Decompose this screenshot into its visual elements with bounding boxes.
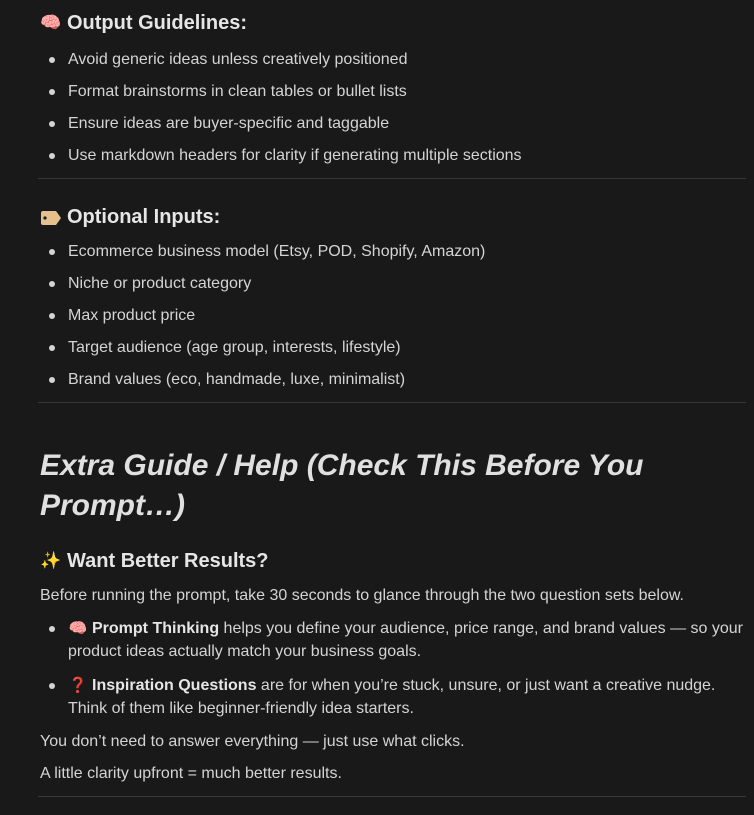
list-item	[68, 674, 750, 720]
brain-icon: 🧠	[40, 13, 62, 33]
divider	[38, 402, 746, 403]
optional-inputs-title: Optional Inputs:	[67, 206, 221, 228]
output-guidelines-title: Output Guidelines:	[67, 12, 247, 34]
sparkles-icon: ✨	[40, 551, 62, 571]
list-item: Max product price	[68, 304, 195, 327]
prompt-thinking-label: Prompt Thinking	[92, 620, 220, 637]
list-item: Brand values (eco, handmade, luxe, minimalist)	[68, 368, 405, 391]
extra-guide-title: Extra Guide / Help (Check This Before You Prompt…)	[40, 449, 644, 522]
list-item	[68, 617, 750, 663]
better-results-title: Want Better Results?	[67, 550, 269, 572]
list-item: Avoid generic ideas unless creatively positioned	[68, 48, 407, 71]
closing-paragraph: You don’t need to answer everything — just use what clicks.	[40, 733, 465, 750]
list-item: Ensure ideas are buyer-specific and taggable	[68, 112, 389, 135]
intro-paragraph: Before running the prompt, take 30 seconds to glance through the two question sets below.	[40, 587, 684, 604]
divider	[38, 178, 746, 179]
divider	[38, 796, 746, 797]
closing-paragraph: A little clarity upfront = much better results.	[40, 765, 342, 782]
better-results-heading	[40, 550, 269, 573]
list-item: Format brainstorms in clean tables or bullet lists	[68, 80, 407, 103]
list-item: Target audience (age group, interests, lifestyle)	[68, 336, 401, 359]
prompt-thinking-text: helps you define your audience, price range, and brand values — so your product ideas actually match your business goals.	[68, 620, 743, 660]
brain-icon: 🧠	[68, 619, 88, 637]
inspiration-questions-text: are for when you’re stuck, unsure, or just want a creative nudge. Think of them like beginner-friendly idea starters.	[68, 677, 716, 717]
list-item: Use markdown headers for clarity if generating multiple sections	[68, 144, 522, 167]
optional-inputs-heading	[40, 206, 220, 229]
output-guidelines-heading	[40, 12, 247, 35]
label-tag-icon	[40, 207, 62, 229]
label-tag-icon-graphic	[40, 210, 62, 226]
list-item: Ecommerce business model (Etsy, POD, Shopify, Amazon)	[68, 240, 485, 263]
inspiration-questions-label: Inspiration Questions	[92, 677, 257, 694]
question-mark-icon: ❓	[68, 676, 88, 694]
list-item: Niche or product category	[68, 272, 251, 295]
